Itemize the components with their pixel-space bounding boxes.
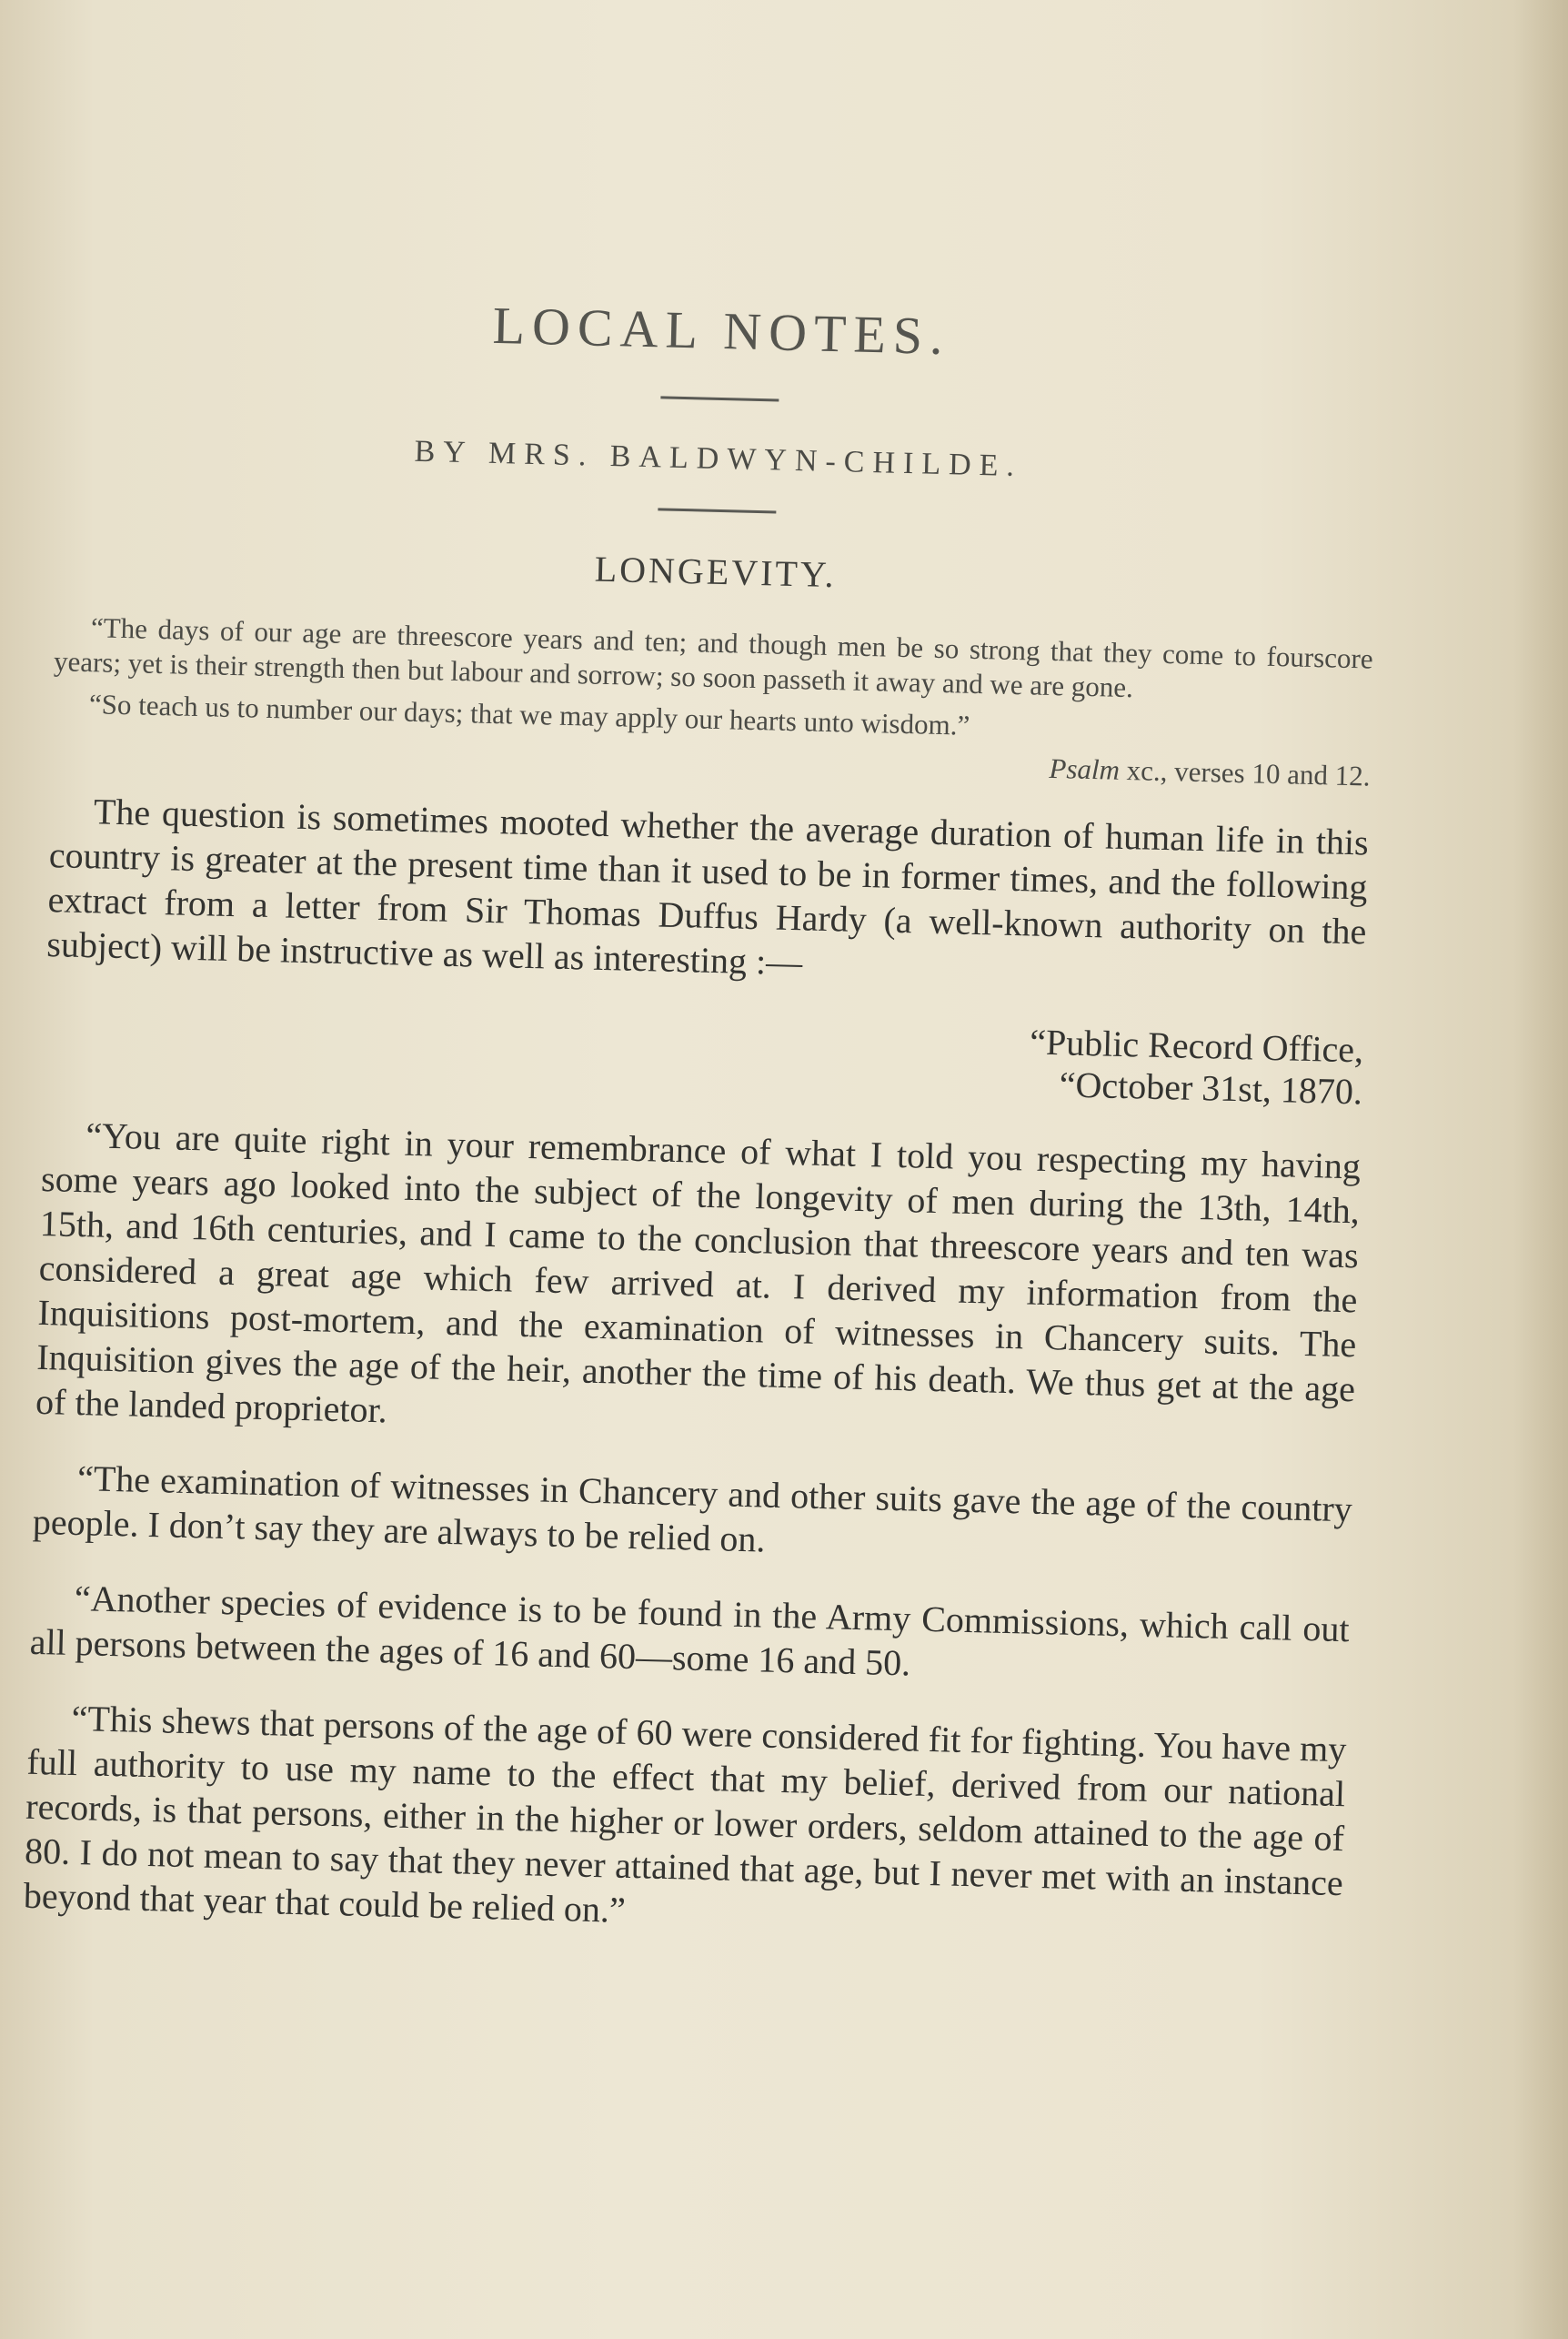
- epigraph-verse-1: “The days of our age are threescore years and ten; and though men be so strong that they come to fourscore years; yet is their strength then but labour and sorrow; so soon passeth it away and we are gone.: [53, 611, 1374, 704]
- title-rule: [660, 396, 779, 401]
- page-content: [23, 247, 1382, 1981]
- citation-ref: xc., verses 10 and 12.: [1126, 754, 1371, 792]
- intro-paragraph: The question is sometimes mooted whether the average duration of human life in this country is greater at the present time than it used to be in former times, and the following extract from a letter from Sir Thomas Duffus Hardy (a well-known authority on the subject) will be instructive as well as interesting :—: [45, 791, 1370, 983]
- article-title: LOCAL NOTES.: [491, 295, 951, 367]
- author-byline: BY MRS. BALDWYN-CHILDE.: [414, 434, 1023, 484]
- letter-place: “Public Record Office,: [1029, 1021, 1364, 1071]
- letter-paragraph-2: “The examination of witnesses in Chancery and other suits gave the age of the country people. I don’t say they are always to be relied on.: [32, 1457, 1353, 1560]
- letter-paragraph-3: “Another species of evidence is to be found in the Army Commissions, which call out all persons between the ages of 16 and 60—some 16 and 50.: [29, 1578, 1351, 1684]
- citation-book: Psalm: [1049, 751, 1121, 786]
- letter-paragraph-4: “This shews that persons of the age of 60 were considered fit for fighting. You have my full authority to use my name to the effect that my belief, derived from our national records, is that persons, either in the higher or lower orders, seldom attained to the age of 80. I do not mean to say that they never attained that age, but I never met with an instance beyond that year that could be relied on.”: [23, 1697, 1347, 1931]
- letter-paragraph-1: “You are quite right in your remembrance of what I told you respecting my having some years ago looked into the subject of the longevity of men during the 13th, 14th, 15th, and 16th centuries, and I came to the conclusion that threescore years and ten was considered a great age which few arrived at. I derived my information from the Inquisitions post-mortem, and the examination of witnesses in Chancery suits. The Inquisition gives the age of the heir, another the time of his death. We thus get at the age of the landed proprietor.: [35, 1114, 1362, 1431]
- letter-date: “October 31st, 1870.: [1059, 1064, 1363, 1113]
- author-rule: [658, 508, 776, 513]
- section-heading: LONGEVITY.: [594, 548, 838, 596]
- epigraph-verse-2: “So teach us to number our days; that we may apply our hearts unto wisdom.”: [88, 688, 970, 741]
